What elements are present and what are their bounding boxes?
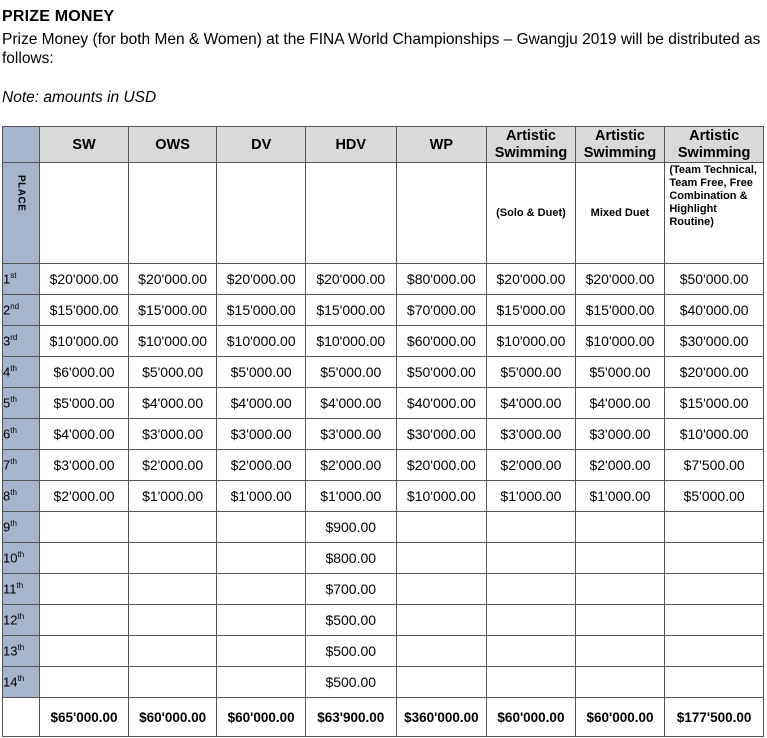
prize-cell bbox=[575, 667, 665, 698]
prize-cell bbox=[40, 512, 129, 543]
subheader-cell bbox=[40, 163, 129, 264]
prize-cell: $70'000.00 bbox=[396, 295, 487, 326]
total-cell: $60'000.00 bbox=[128, 698, 217, 737]
total-cell: $60'000.00 bbox=[487, 698, 576, 737]
place-cell bbox=[3, 264, 40, 295]
prize-cell: $15'000.00 bbox=[487, 295, 576, 326]
totals-row bbox=[3, 698, 764, 737]
prize-cell: $5'000.00 bbox=[217, 357, 306, 388]
prize-cell: $30'000.00 bbox=[665, 326, 764, 357]
place-cell bbox=[3, 357, 40, 388]
place-cell bbox=[3, 605, 40, 636]
prize-cell: $10'000.00 bbox=[665, 419, 764, 450]
prize-cell: $500.00 bbox=[305, 636, 396, 667]
place-number: 1 bbox=[3, 271, 11, 287]
prize-cell: $1'000.00 bbox=[128, 481, 217, 512]
place-suffix: th bbox=[17, 643, 25, 653]
place-cell bbox=[3, 667, 40, 698]
place-number: 13 bbox=[3, 643, 18, 659]
prize-cell bbox=[575, 512, 665, 543]
prize-cell bbox=[396, 574, 487, 605]
prize-cell: $15'000.00 bbox=[217, 295, 306, 326]
place-suffix: rd bbox=[10, 333, 18, 343]
prize-cell bbox=[487, 667, 576, 698]
place-cell bbox=[3, 481, 40, 512]
place-number: 10 bbox=[3, 550, 18, 566]
subheader-team-routines: (Team Technical, Team Free, Free Combination & Highlight Routine) bbox=[665, 163, 764, 264]
note-text: Note: amounts in USD bbox=[2, 89, 157, 106]
prize-cell bbox=[396, 667, 487, 698]
prize-cell bbox=[128, 636, 217, 667]
place-suffix: th bbox=[10, 364, 17, 374]
prize-cell: $4'000.00 bbox=[487, 388, 576, 419]
prize-cell: $40'000.00 bbox=[665, 295, 764, 326]
corner-cell bbox=[3, 127, 40, 163]
prize-cell bbox=[217, 667, 306, 698]
prize-cell: $800.00 bbox=[305, 543, 396, 574]
prize-cell bbox=[665, 512, 764, 543]
prize-cell: $10'000.00 bbox=[487, 326, 576, 357]
prize-cell: $2'000.00 bbox=[40, 481, 129, 512]
prize-cell bbox=[487, 512, 576, 543]
prize-cell bbox=[665, 574, 764, 605]
prize-cell: $40'000.00 bbox=[396, 388, 487, 419]
total-cell: $60'000.00 bbox=[217, 698, 306, 737]
place-number: 2 bbox=[3, 302, 11, 318]
table-row bbox=[3, 419, 764, 450]
prize-cell: $1'000.00 bbox=[305, 481, 396, 512]
prize-cell: $10'000.00 bbox=[217, 326, 306, 357]
prize-cell: $6'000.00 bbox=[40, 357, 129, 388]
place-cell bbox=[3, 450, 40, 481]
prize-cell bbox=[665, 636, 764, 667]
prize-cell: $10'000.00 bbox=[305, 326, 396, 357]
place-suffix: th bbox=[17, 674, 25, 684]
prize-cell bbox=[487, 574, 576, 605]
place-number: 6 bbox=[3, 426, 11, 442]
prize-cell bbox=[40, 543, 129, 574]
place-number: 14 bbox=[3, 674, 18, 690]
total-cell: $65'000.00 bbox=[40, 698, 129, 737]
prize-cell: $20'000.00 bbox=[217, 264, 306, 295]
prize-cell: $2'000.00 bbox=[305, 450, 396, 481]
prize-cell: $15'000.00 bbox=[305, 295, 396, 326]
prize-cell: $10'000.00 bbox=[128, 326, 217, 357]
column-header-hdv: HDV bbox=[305, 127, 396, 163]
prize-cell bbox=[396, 636, 487, 667]
prize-cell: $900.00 bbox=[305, 512, 396, 543]
subheader-row bbox=[3, 163, 764, 264]
prize-cell: $4'000.00 bbox=[575, 388, 665, 419]
table-row bbox=[3, 667, 764, 698]
prize-cell: $7'500.00 bbox=[665, 450, 764, 481]
prize-cell bbox=[396, 605, 487, 636]
prize-cell bbox=[40, 667, 129, 698]
prize-cell: $20'000.00 bbox=[487, 264, 576, 295]
column-header-artistic-solo-duet: Artistic Swimming bbox=[487, 127, 576, 163]
prize-cell: $2'000.00 bbox=[575, 450, 665, 481]
prize-cell: $50'000.00 bbox=[665, 264, 764, 295]
prize-cell: $4'000.00 bbox=[305, 388, 396, 419]
document-title: PRIZE MONEY bbox=[2, 8, 115, 25]
place-label: PLACE bbox=[15, 175, 27, 212]
place-number: 9 bbox=[3, 519, 11, 535]
place-suffix: th bbox=[10, 457, 17, 467]
prize-cell bbox=[217, 605, 306, 636]
place-number: 4 bbox=[3, 364, 11, 380]
prize-cell bbox=[217, 574, 306, 605]
prize-cell: $700.00 bbox=[305, 574, 396, 605]
prize-cell bbox=[575, 605, 665, 636]
prize-cell: $10'000.00 bbox=[40, 326, 129, 357]
place-number: 12 bbox=[3, 612, 18, 628]
intro-text: Prize Money (for both Men & Women) at the FINA World Championships – Gwangju 2019 will be distributed as follows: bbox=[2, 31, 761, 67]
prize-cell: $4'000.00 bbox=[128, 388, 217, 419]
prize-cell bbox=[128, 605, 217, 636]
prize-cell: $500.00 bbox=[305, 605, 396, 636]
prize-cell: $15'000.00 bbox=[575, 295, 665, 326]
prize-cell bbox=[396, 512, 487, 543]
place-suffix: th bbox=[16, 581, 24, 591]
prize-cell: $4'000.00 bbox=[217, 388, 306, 419]
total-cell: $360'000.00 bbox=[396, 698, 487, 737]
table-row bbox=[3, 264, 764, 295]
place-suffix: th bbox=[10, 488, 17, 498]
prize-cell bbox=[128, 512, 217, 543]
prize-cell bbox=[575, 543, 665, 574]
prize-cell: $1'000.00 bbox=[487, 481, 576, 512]
subheader-solo-duet: (Solo & Duet) bbox=[487, 163, 576, 264]
prize-cell: $3'000.00 bbox=[128, 419, 217, 450]
place-number: 8 bbox=[3, 488, 11, 504]
place-suffix: nd bbox=[10, 302, 20, 312]
prize-cell bbox=[665, 605, 764, 636]
prize-cell bbox=[40, 574, 129, 605]
table-row bbox=[3, 295, 764, 326]
place-cell bbox=[3, 295, 40, 326]
prize-cell: $3'000.00 bbox=[305, 419, 396, 450]
prize-cell: $20'000.00 bbox=[396, 450, 487, 481]
place-number: 7 bbox=[3, 457, 11, 473]
table-row bbox=[3, 357, 764, 388]
table-row bbox=[3, 481, 764, 512]
prize-cell: $15'000.00 bbox=[128, 295, 217, 326]
table-row bbox=[3, 574, 764, 605]
subheader-cell bbox=[217, 163, 306, 264]
table-row bbox=[3, 388, 764, 419]
prize-cell bbox=[217, 636, 306, 667]
column-header-row bbox=[3, 127, 764, 163]
place-header bbox=[3, 163, 40, 264]
prize-cell bbox=[128, 667, 217, 698]
prize-cell: $4'000.00 bbox=[40, 419, 129, 450]
place-cell bbox=[3, 574, 40, 605]
prize-cell bbox=[396, 543, 487, 574]
prize-cell bbox=[575, 636, 665, 667]
prize-cell: $5'000.00 bbox=[487, 357, 576, 388]
prize-cell: $80'000.00 bbox=[396, 264, 487, 295]
prize-cell bbox=[665, 667, 764, 698]
subheader-cell bbox=[305, 163, 396, 264]
subheader-cell bbox=[128, 163, 217, 264]
place-suffix: th bbox=[10, 426, 17, 436]
place-suffix: th bbox=[10, 395, 17, 405]
prize-cell: $5'000.00 bbox=[305, 357, 396, 388]
column-header-artistic-mixed-duet: Artistic Swimming bbox=[575, 127, 665, 163]
table-row bbox=[3, 543, 764, 574]
prize-cell: $10'000.00 bbox=[575, 326, 665, 357]
prize-cell: $3'000.00 bbox=[487, 419, 576, 450]
column-header-wp: WP bbox=[396, 127, 487, 163]
prize-cell: $20'000.00 bbox=[665, 357, 764, 388]
prize-cell bbox=[487, 605, 576, 636]
prize-cell: $20'000.00 bbox=[305, 264, 396, 295]
prize-money-table bbox=[2, 126, 764, 737]
prize-cell: $3'000.00 bbox=[40, 450, 129, 481]
prize-cell: $50'000.00 bbox=[396, 357, 487, 388]
place-number: 11 bbox=[3, 581, 17, 597]
totals-label-cell bbox=[3, 698, 40, 737]
place-cell bbox=[3, 543, 40, 574]
place-number: 3 bbox=[3, 333, 11, 349]
prize-cell: $5'000.00 bbox=[665, 481, 764, 512]
prize-cell: $20'000.00 bbox=[128, 264, 217, 295]
place-suffix: th bbox=[17, 612, 25, 622]
prize-cell: $30'000.00 bbox=[396, 419, 487, 450]
total-cell: $60'000.00 bbox=[575, 698, 665, 737]
table-row bbox=[3, 326, 764, 357]
column-header-sw: SW bbox=[40, 127, 129, 163]
prize-cell: $2'000.00 bbox=[128, 450, 217, 481]
prize-cell bbox=[217, 512, 306, 543]
place-suffix: th bbox=[10, 519, 17, 529]
prize-cell: $5'000.00 bbox=[40, 388, 129, 419]
prize-cell: $1'000.00 bbox=[217, 481, 306, 512]
place-cell bbox=[3, 419, 40, 450]
prize-cell bbox=[128, 574, 217, 605]
prize-cell: $5'000.00 bbox=[575, 357, 665, 388]
column-header-dv: DV bbox=[217, 127, 306, 163]
prize-cell: $3'000.00 bbox=[575, 419, 665, 450]
prize-cell: $10'000.00 bbox=[396, 481, 487, 512]
place-cell bbox=[3, 512, 40, 543]
place-cell bbox=[3, 636, 40, 667]
place-suffix: st bbox=[10, 271, 17, 281]
prize-cell bbox=[487, 543, 576, 574]
place-suffix: th bbox=[17, 550, 25, 560]
prize-cell: $20'000.00 bbox=[40, 264, 129, 295]
prize-cell bbox=[40, 636, 129, 667]
place-number: 5 bbox=[3, 395, 11, 411]
prize-cell bbox=[487, 636, 576, 667]
prize-cell: $2'000.00 bbox=[487, 450, 576, 481]
prize-cell: $15'000.00 bbox=[665, 388, 764, 419]
total-cell: $177'500.00 bbox=[665, 698, 764, 737]
prize-cell bbox=[40, 605, 129, 636]
prize-cell bbox=[217, 543, 306, 574]
table-row bbox=[3, 450, 764, 481]
column-header-artistic-team: Artistic Swimming bbox=[665, 127, 764, 163]
subheader-mixed-duet: Mixed Duet bbox=[575, 163, 665, 264]
column-header-ows: OWS bbox=[128, 127, 217, 163]
table-row bbox=[3, 605, 764, 636]
prize-cell: $2'000.00 bbox=[217, 450, 306, 481]
prize-cell bbox=[575, 574, 665, 605]
prize-cell: $15'000.00 bbox=[40, 295, 129, 326]
prize-cell bbox=[128, 543, 217, 574]
table-row bbox=[3, 636, 764, 667]
prize-cell: $1'000.00 bbox=[575, 481, 665, 512]
prize-cell: $5'000.00 bbox=[128, 357, 217, 388]
prize-cell: $3'000.00 bbox=[217, 419, 306, 450]
prize-cell: $60'000.00 bbox=[396, 326, 487, 357]
prize-cell: $20'000.00 bbox=[575, 264, 665, 295]
total-cell: $63'900.00 bbox=[305, 698, 396, 737]
table-row bbox=[3, 512, 764, 543]
subheader-cell bbox=[396, 163, 487, 264]
prize-cell bbox=[665, 543, 764, 574]
place-cell bbox=[3, 326, 40, 357]
place-cell bbox=[3, 388, 40, 419]
prize-cell: $500.00 bbox=[305, 667, 396, 698]
